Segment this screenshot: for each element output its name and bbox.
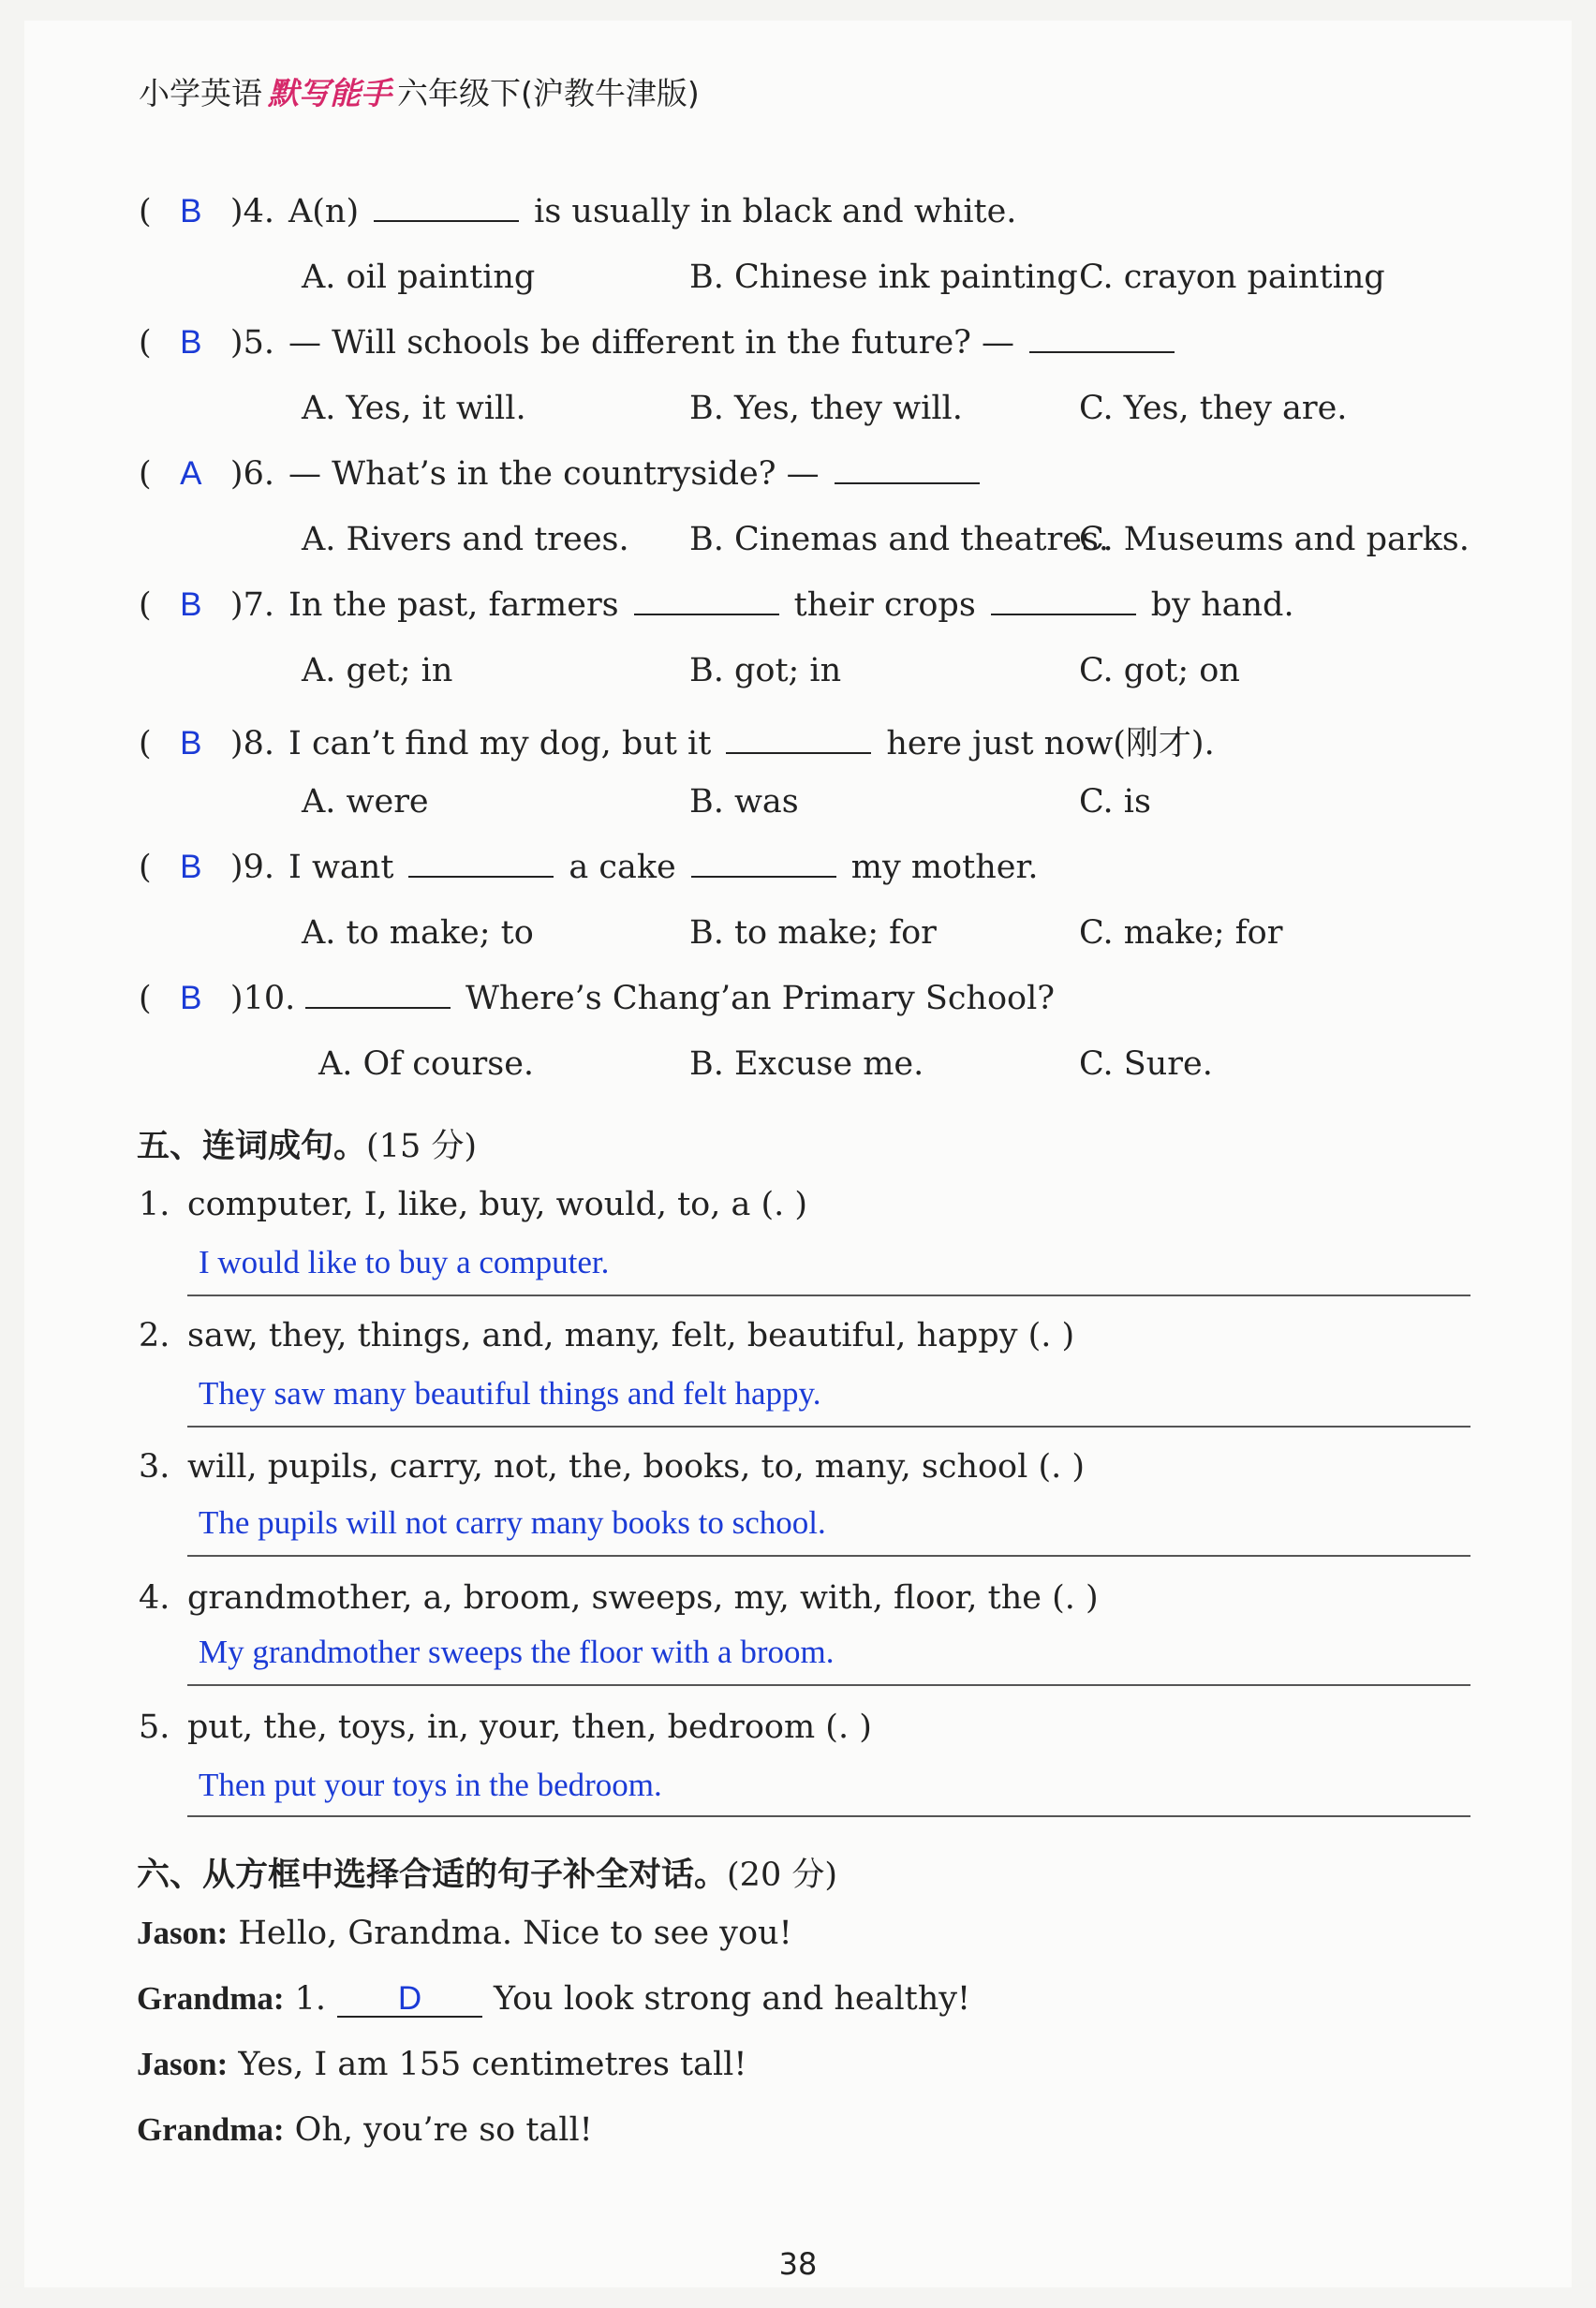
- dialog-line-2: Grandma: 1. D You look strong and healthy!: [137, 1980, 971, 2018]
- blank-line: [835, 481, 980, 484]
- reorder-answer-5: Then put your toys in the bedroom.: [199, 1767, 662, 1803]
- reorder-item-2: 2. saw, they, things, and, many, felt, beautiful, happy (. ): [139, 1317, 1075, 1354]
- option-b: B. to make; for: [689, 914, 937, 952]
- answer-mark: B: [180, 849, 202, 885]
- answer-mark: B: [180, 586, 202, 623]
- answer-line: [187, 1684, 1470, 1686]
- option-c: C. Yes, they are.: [1079, 390, 1348, 427]
- option-a: A. were: [302, 783, 429, 821]
- blank-line: [726, 751, 871, 754]
- option-c: C. Sure.: [1079, 1045, 1213, 1083]
- section-6-title: 六、从方框中选择合适的句子补全对话。(20 分): [137, 1857, 837, 1894]
- question-8: ( B )8. I can’t find my dog, but it here just now(刚才).: [139, 725, 1215, 762]
- question-stem: In the past, farmers: [288, 586, 619, 624]
- question-5: ( B )5. — Will schools be different in the future? —: [139, 324, 1190, 362]
- reorder-item-4: 4. grandmother, a, broom, sweeps, my, with, floor, the (. ): [139, 1579, 1099, 1617]
- option-c: C. got; on: [1079, 652, 1240, 689]
- question-stem: — Will schools be different in the future? —: [288, 324, 1015, 362]
- answer-mark: B: [180, 193, 202, 229]
- option-b: B. Chinese ink painting: [689, 259, 1078, 296]
- option-b: B. Cinemas and theatres.: [689, 521, 1110, 558]
- option-c: C. is: [1079, 783, 1151, 821]
- reorder-item-5: 5. put, the, toys, in, your, then, bedroom (. ): [139, 1709, 872, 1746]
- speaker: Jason:: [137, 2046, 229, 2082]
- question-4: ( B )4. A(n) is usually in black and white.: [139, 193, 1017, 230]
- blank-line: [408, 875, 554, 878]
- question-stem: I can’t find my dog, but it: [288, 725, 712, 762]
- blank-line: [991, 613, 1136, 615]
- answer-line: [187, 1555, 1470, 1557]
- question-7: ( B )7. In the past, farmers their crops by hand.: [139, 586, 1294, 624]
- question-stem: — What’s in the countryside? —: [288, 455, 820, 493]
- question-stem: A(n): [288, 193, 360, 230]
- option-b: B. got; in: [689, 652, 842, 689]
- question-9: ( B )9. I want a cake my mother.: [139, 849, 1039, 886]
- option-b: B. Excuse me.: [689, 1045, 924, 1083]
- option-a: A. to make; to: [302, 914, 534, 952]
- answer-line: [187, 1426, 1470, 1428]
- option-a: A. get; in: [302, 652, 453, 689]
- dialog-line-3: Jason: Yes, I am 155 centimetres tall!: [137, 2046, 747, 2083]
- answer-mark: B: [180, 725, 202, 762]
- page-number: 38: [778, 2246, 818, 2282]
- question-10: ( B )10. Where’s Chang’an Primary School?: [139, 980, 1056, 1017]
- reorder-answer-3: The pupils will not carry many books to school.: [199, 1504, 826, 1541]
- option-a: A. Rivers and trees.: [302, 521, 629, 558]
- answer-mark: B: [180, 324, 202, 361]
- option-c: C. make; for: [1079, 914, 1283, 952]
- option-a: A. Yes, it will.: [302, 390, 526, 427]
- option-a: A. oil painting: [302, 259, 536, 296]
- speaker: Grandma:: [137, 1980, 285, 2017]
- reorder-item-3: 3. will, pupils, carry, not, the, books, to, many, school (. ): [139, 1448, 1086, 1486]
- question-stem: I want: [288, 849, 394, 886]
- reorder-answer-4: My grandmother sweeps the floor with a broom.: [199, 1634, 835, 1670]
- reorder-answer-1: I would like to buy a computer.: [199, 1244, 610, 1280]
- option-b: B. was: [689, 783, 799, 821]
- blank-line: [1029, 350, 1175, 353]
- option-b: B. Yes, they will.: [689, 390, 963, 427]
- option-c: C. Museums and parks.: [1079, 521, 1470, 558]
- answer-line: [187, 1815, 1470, 1817]
- section-points: (15 分): [366, 1128, 477, 1165]
- option-c: C. crayon painting: [1079, 259, 1385, 296]
- speaker: Jason:: [137, 1915, 229, 1951]
- dialog-answer-blank: D: [337, 1982, 482, 2018]
- answer-mark: A: [180, 455, 202, 492]
- blank-line: [305, 1006, 451, 1009]
- reorder-item-1: 1. computer, I, like, buy, would, to, a (. ): [139, 1186, 808, 1223]
- answer-mark: B: [180, 980, 202, 1016]
- section-points: (20 分): [727, 1857, 837, 1894]
- dialog-line-1: Jason: Hello, Grandma. Nice to see you!: [137, 1915, 792, 1952]
- option-a: A. Of course.: [318, 1045, 535, 1083]
- header-brand: 默写能手: [268, 75, 392, 111]
- reorder-answer-2: They saw many beautiful things and felt happy.: [199, 1375, 821, 1412]
- blank-line: [691, 875, 836, 878]
- answer-line: [187, 1295, 1470, 1296]
- header-grade: 六年级下(沪教牛津版): [397, 75, 700, 111]
- speaker: Grandma:: [137, 2111, 285, 2148]
- dialog-line-4: Grandma: Oh, you’re so tall!: [137, 2111, 593, 2149]
- blank-line: [634, 613, 779, 615]
- section-5-title: 五、连词成句。(15 分): [137, 1128, 477, 1165]
- header-subject: 小学英语: [139, 75, 262, 111]
- page-header: [139, 69, 700, 113]
- question-6: ( A )6. — What’s in the countryside? —: [139, 455, 995, 493]
- blank-line: [374, 219, 519, 222]
